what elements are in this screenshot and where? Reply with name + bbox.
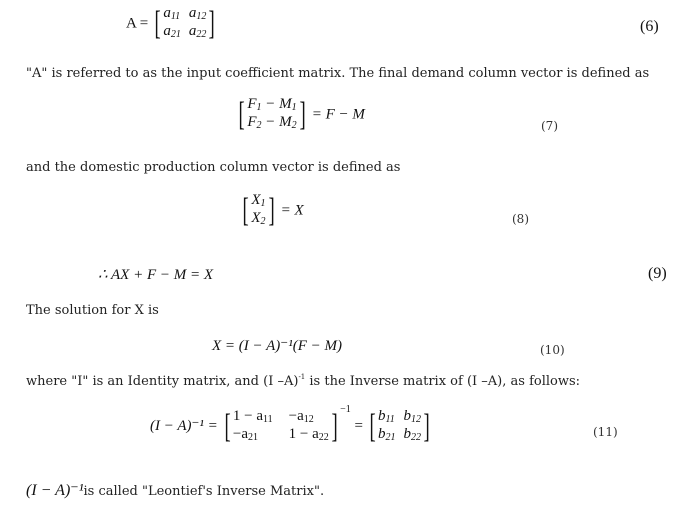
eq6-a11: $a_{11}$ (163, 5, 181, 22)
equation-9: ∴ AX + F − M = X (98, 267, 214, 283)
equation-6: A = [ $a_{11}$ $a_{12}$ $a_{21}$ $a_{22}$ ] (126, 6, 218, 42)
closing-line (26, 480, 324, 500)
eq11-matrix-right: [ $b_{11}$ $b_{12}$ $b_{21}$ $b_{22}$ ] (369, 407, 430, 445)
eq11-m12: $-a_{12}$ (288, 407, 314, 425)
closing-text: is called "Leontief's Inverse Matrix". (83, 484, 325, 499)
paragraph-3: The solution for X is (26, 303, 159, 318)
eq11-b11: $b_{11}$ (378, 407, 395, 425)
right-bracket: ] (208, 5, 216, 42)
equation-8 (240, 193, 304, 229)
eq8-row1: $X_1$ (251, 192, 266, 209)
paragraph-2: and the domestic production column vector is defined as (26, 160, 401, 175)
eq6-a22: $a_{22}$ (188, 23, 207, 40)
equation-11 (150, 404, 432, 445)
eq6-a12: $a_{12}$ (188, 5, 207, 22)
eq9-number: (9) (648, 265, 667, 282)
eq11-b21: $b_{21}$ (378, 425, 396, 443)
equation-7 (236, 97, 365, 133)
eq7-row2: $F_2 - M_2$ (247, 114, 297, 131)
eq6-lhs: A (126, 15, 137, 32)
eq11-inverse-exp: −1 (340, 404, 351, 415)
eq8-rhs: = X (280, 202, 304, 219)
eq7-row1: $F_1 - M_1$ (247, 96, 297, 113)
eq11-matrix-left: [ $1 - a_{11}$ $-a_{12}$ $-a_{21}$ $1 - a_{22}$ ] (224, 407, 338, 445)
eq11-b22: $b_{22}$ (403, 425, 422, 443)
eq7-matrix: [ $F_1 - M_1$ $F_2 - M_2$ ] (238, 96, 306, 133)
eq11-m11: $1 - a_{11}$ (232, 407, 273, 425)
eq8-matrix: [ $X_1$ $X_2$ ] (242, 192, 275, 229)
closing-math: (I − A)⁻¹ (26, 482, 84, 499)
paragraph-1: "A" is referred to as the input coefficient matrix. The final demand column vector is defined as (26, 66, 650, 81)
eq6-matrix (152, 6, 218, 42)
equation-10: X = (I − A)⁻¹(F − M) (212, 338, 342, 354)
eq6-number: (6) (640, 18, 659, 35)
eq8-row2: $X_2$ (251, 210, 266, 227)
eq11-equals: = (354, 418, 363, 434)
eq11-m21: $-a_{21}$ (232, 425, 258, 443)
paragraph-4: where "I" is an Identity matrix, and (I –A)$^{-1}$ is the Inverse matrix of (I –A), as follows: (26, 373, 581, 389)
eq11-b12: $b_{12}$ (403, 407, 422, 425)
para4-superscript: -1 (298, 373, 306, 381)
eq11-lhs: (I − A)⁻¹ = (150, 418, 218, 434)
eq7-rhs: = F − M (311, 106, 365, 123)
left-bracket: [ (154, 5, 161, 42)
eq10-number: (10) (540, 343, 565, 357)
eq11-m22: $1 - a_{22}$ (288, 425, 329, 443)
eq8-number: (8) (512, 212, 529, 226)
eq7-number: (7) (541, 119, 558, 133)
eq6-a21: $a_{21}$ (163, 23, 181, 40)
eq11-number: (11) (593, 425, 618, 439)
